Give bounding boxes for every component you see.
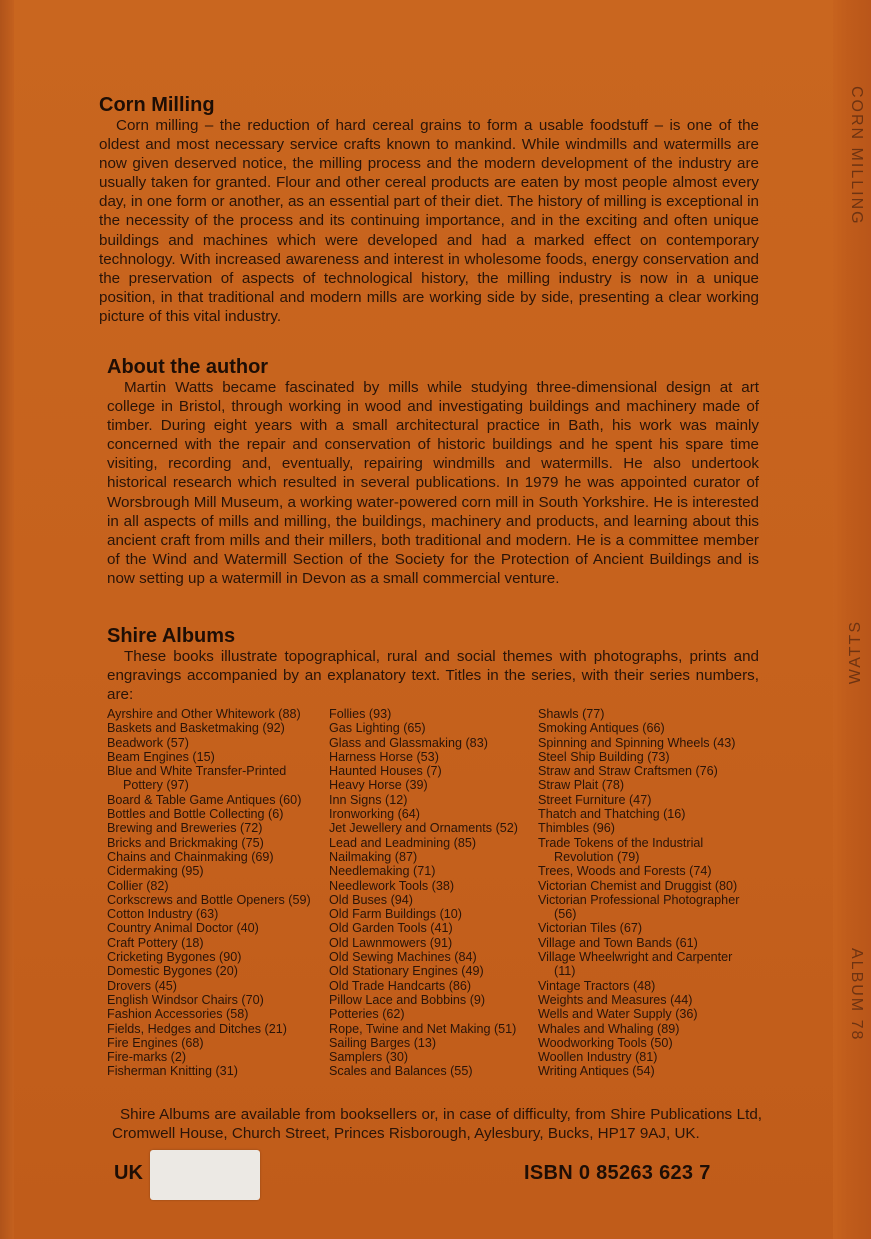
series-title-item: Spinning and Spinning Wheels (43): [538, 735, 736, 750]
heading-shire-albums: Shire Albums: [107, 625, 236, 647]
series-title-item: Follies (93): [329, 707, 392, 721]
series-title-item: Brewing and Breweries (72): [107, 821, 263, 836]
series-title-item: (11): [554, 964, 576, 979]
series-title-item: Chains and Chainmaking (69): [107, 849, 274, 864]
title-column-2: [329, 707, 538, 1079]
series-title-item: Trees, Woods and Forests (74): [538, 864, 712, 879]
series-title-item: Shawls (77): [538, 707, 605, 721]
series-title-item: Haunted Houses (7): [329, 764, 442, 779]
spine-author: WATTS: [847, 620, 864, 685]
title-column-1: [107, 707, 329, 1079]
series-title-item: Blue and White Transfer-Printed: [107, 764, 287, 779]
series-title-item: Bottles and Bottle Collecting (6): [107, 807, 284, 822]
series-title-item: Steel Ship Building (73): [538, 749, 670, 764]
series-title-item: Heavy Horse (39): [329, 778, 428, 793]
series-title-item: Beam Engines (15): [107, 749, 215, 764]
series-title-item: Old Lawnmowers (91): [329, 935, 453, 950]
series-title-item: Nailmaking (87): [329, 849, 418, 864]
series-title-item: Harness Horse (53): [329, 749, 439, 764]
series-title-item: Wells and Water Supply (36): [538, 1007, 698, 1022]
series-title-item: Rope, Twine and Net Making (51): [329, 1021, 517, 1036]
series-title-item: Thatch and Thatching (16): [538, 807, 686, 822]
series-title-item: Domestic Bygones (20): [107, 964, 238, 979]
series-title-item: Gas Lighting (65): [329, 721, 426, 736]
series-title-item: Glass and Glassmaking (83): [329, 735, 488, 750]
series-title-item: Scales and Balances (55): [329, 1064, 473, 1079]
heading-about-author: About the author: [107, 356, 269, 378]
series-title-item: Cotton Industry (63): [107, 907, 219, 922]
series-title-item: Pillow Lace and Bobbins (9): [329, 992, 486, 1007]
series-title-item: Old Farm Buildings (10): [329, 907, 462, 922]
series-title-item: Needlework Tools (38): [329, 878, 455, 893]
series-title-item: Board & Table Game Antiques (60): [107, 792, 302, 807]
series-title-item: Victorian Tiles (67): [538, 921, 643, 936]
series-title-item: Beadwork (57): [107, 735, 189, 750]
corn-milling-description: Corn milling – the reduction of hard cereal grains to form a usable foodstuff – is one of the oldest and most necessary service crafts known to mankind. While windmills and watermills are now given deserved notice, the milling process and the modern development of the industry are usually taken for granted. Flour and other cereal products are eaten by most people almost every day, in one form or another, as an essential part of their diet. The history of milling is exceptional in the necessity of the process and its continuing importance, and in the exciting and often unique buildings and machines which were developed and had a marked effect on contemporary technology. With increased awareness and interest in wholesome foods, energy conservation and the preservation of aspects of technological history, the milling industry is now in a unique position, in that traditional and modern mills are working side by side, presenting a clear working picture of this vital industry.: [99, 117, 759, 325]
series-title-item: Old Trade Handcarts (86): [329, 978, 472, 993]
series-title-item: Old Sewing Machines (84): [329, 950, 477, 965]
series-title-item: Victorian Professional Photographer: [538, 892, 740, 907]
series-title-item: Cidermaking (95): [107, 864, 204, 879]
section-corn-milling: [99, 94, 759, 326]
isbn-number: ISBN 0 85263 623 7: [524, 1162, 711, 1184]
series-title-list: [107, 707, 758, 1079]
series-title-item: Woodworking Tools (50): [538, 1035, 673, 1050]
series-title-item: Potteries (62): [329, 1007, 405, 1022]
series-title-item: Victorian Chemist and Druggist (80): [538, 878, 738, 893]
series-title-item: Country Animal Doctor (40): [107, 921, 259, 936]
series-title-item: Whales and Whaling (89): [538, 1021, 680, 1036]
series-title-item: Ayrshire and Other Whitework (88): [107, 707, 301, 721]
series-title-item: Old Garden Tools (41): [329, 921, 453, 936]
series-title-item: Craft Pottery (18): [107, 935, 204, 950]
series-title-item: Needlemaking (71): [329, 864, 436, 879]
book-spine: [833, 0, 871, 1239]
series-title-item: Inn Signs (12): [329, 792, 408, 807]
series-title-item: Village Wheelwright and Carpenter: [538, 950, 733, 965]
series-title-item: Writing Antiques (54): [538, 1064, 655, 1079]
spine-series: ALBUM 78: [848, 948, 865, 1042]
series-title-item: English Windsor Chairs (70): [107, 992, 264, 1007]
series-title-item: Fashion Accessories (58): [107, 1007, 249, 1022]
section-shire-albums: [107, 625, 759, 704]
section-about-author: [107, 356, 759, 588]
series-title-item: Corkscrews and Bottle Openers (59): [107, 892, 311, 907]
author-biography: Martin Watts became fascinated by mills while studying three-dimensional design at art college in Bristol, through working in wood and investigating buildings and machinery made of timber. During eight years with a small architectural practice in Bath, his work was mainly concerned with the repair and conservation of historic buildings and he spent his spare time visiting, recording and, eventually, repairing windmills and watermills. He also undertook historical research which resulted in several publications. In 1979 he was appointed curator of Worsbrough Mill Museum, a working water-powered corn mill in South Yorkshire. He is interested in all aspects of mills and milling, the buildings, machinery and products, and learning about this ancient craft from mills and their millers, both traditional and modern. He is a committee member of the Wind and Watermill Section of the Society for the Protection of Ancient Buildings and is now setting up a watermill in Devon as a small commercial venture.: [107, 379, 759, 587]
heading-corn-milling: Corn Milling: [99, 94, 215, 116]
series-title-item: Jet Jewellery and Ornaments (52): [329, 821, 518, 836]
availability-note: Shire Albums are available from booksellers or, in case of difficulty, from Shire Publications Ltd, Cromwell House, Church Street, Princes Risborough, Aylesbury, Bucks, HP17 9AJ, UK.: [112, 1106, 762, 1143]
series-title-item: Revolution (79): [554, 849, 640, 864]
series-title-item: Pottery (97): [123, 778, 189, 793]
series-title-item: Smoking Antiques (66): [538, 721, 665, 736]
series-title-item: Fire Engines (68): [107, 1035, 204, 1050]
series-title-item: Ironworking (64): [329, 807, 420, 822]
series-title-item: Thimbles (96): [538, 821, 615, 836]
series-title-item: Fisherman Knitting (31): [107, 1064, 238, 1079]
title-column-3: [538, 707, 758, 1079]
shire-albums-intro: These books illustrate topographical, rural and social themes with photographs, prints and engravings accompanied by an explanatory text. Titles in the series, with their series numbers, are:: [107, 648, 759, 704]
series-title-item: Lead and Leadmining (85): [329, 835, 477, 850]
series-title-item: Fields, Hedges and Ditches (21): [107, 1021, 287, 1036]
series-title-item: (56): [554, 907, 577, 922]
series-title-item: Samplers (30): [329, 1050, 409, 1065]
series-title-item: Straw Plait (78): [538, 778, 625, 793]
series-title-item: Cricketing Bygones (90): [107, 950, 242, 965]
cover-edge: [0, 0, 14, 1239]
series-title-item: Old Buses (94): [329, 892, 413, 907]
series-title-item: Baskets and Basketmaking (92): [107, 721, 285, 736]
series-title-item: Vintage Tractors (48): [538, 978, 656, 993]
series-title-item: Fire-marks (2): [107, 1050, 187, 1065]
series-title-item: Sailing Barges (13): [329, 1035, 437, 1050]
series-title-item: Collier (82): [107, 878, 169, 893]
series-title-item: Woollen Industry (81): [538, 1050, 658, 1065]
spine-title: CORN MILLING: [848, 86, 865, 226]
price-label: UK: [114, 1162, 143, 1184]
series-title-item: Street Furniture (47): [538, 792, 652, 807]
series-title-item: Drovers (45): [107, 978, 177, 993]
series-title-item: Weights and Measures (44): [538, 992, 693, 1007]
price-sticker: [150, 1150, 260, 1200]
series-title-item: Straw and Straw Craftsmen (76): [538, 764, 718, 779]
series-title-item: Trade Tokens of the Industrial: [538, 835, 704, 850]
series-title-item: Bricks and Brickmaking (75): [107, 835, 264, 850]
series-title-item: Old Stationary Engines (49): [329, 964, 484, 979]
series-title-item: Village and Town Bands (61): [538, 935, 698, 950]
